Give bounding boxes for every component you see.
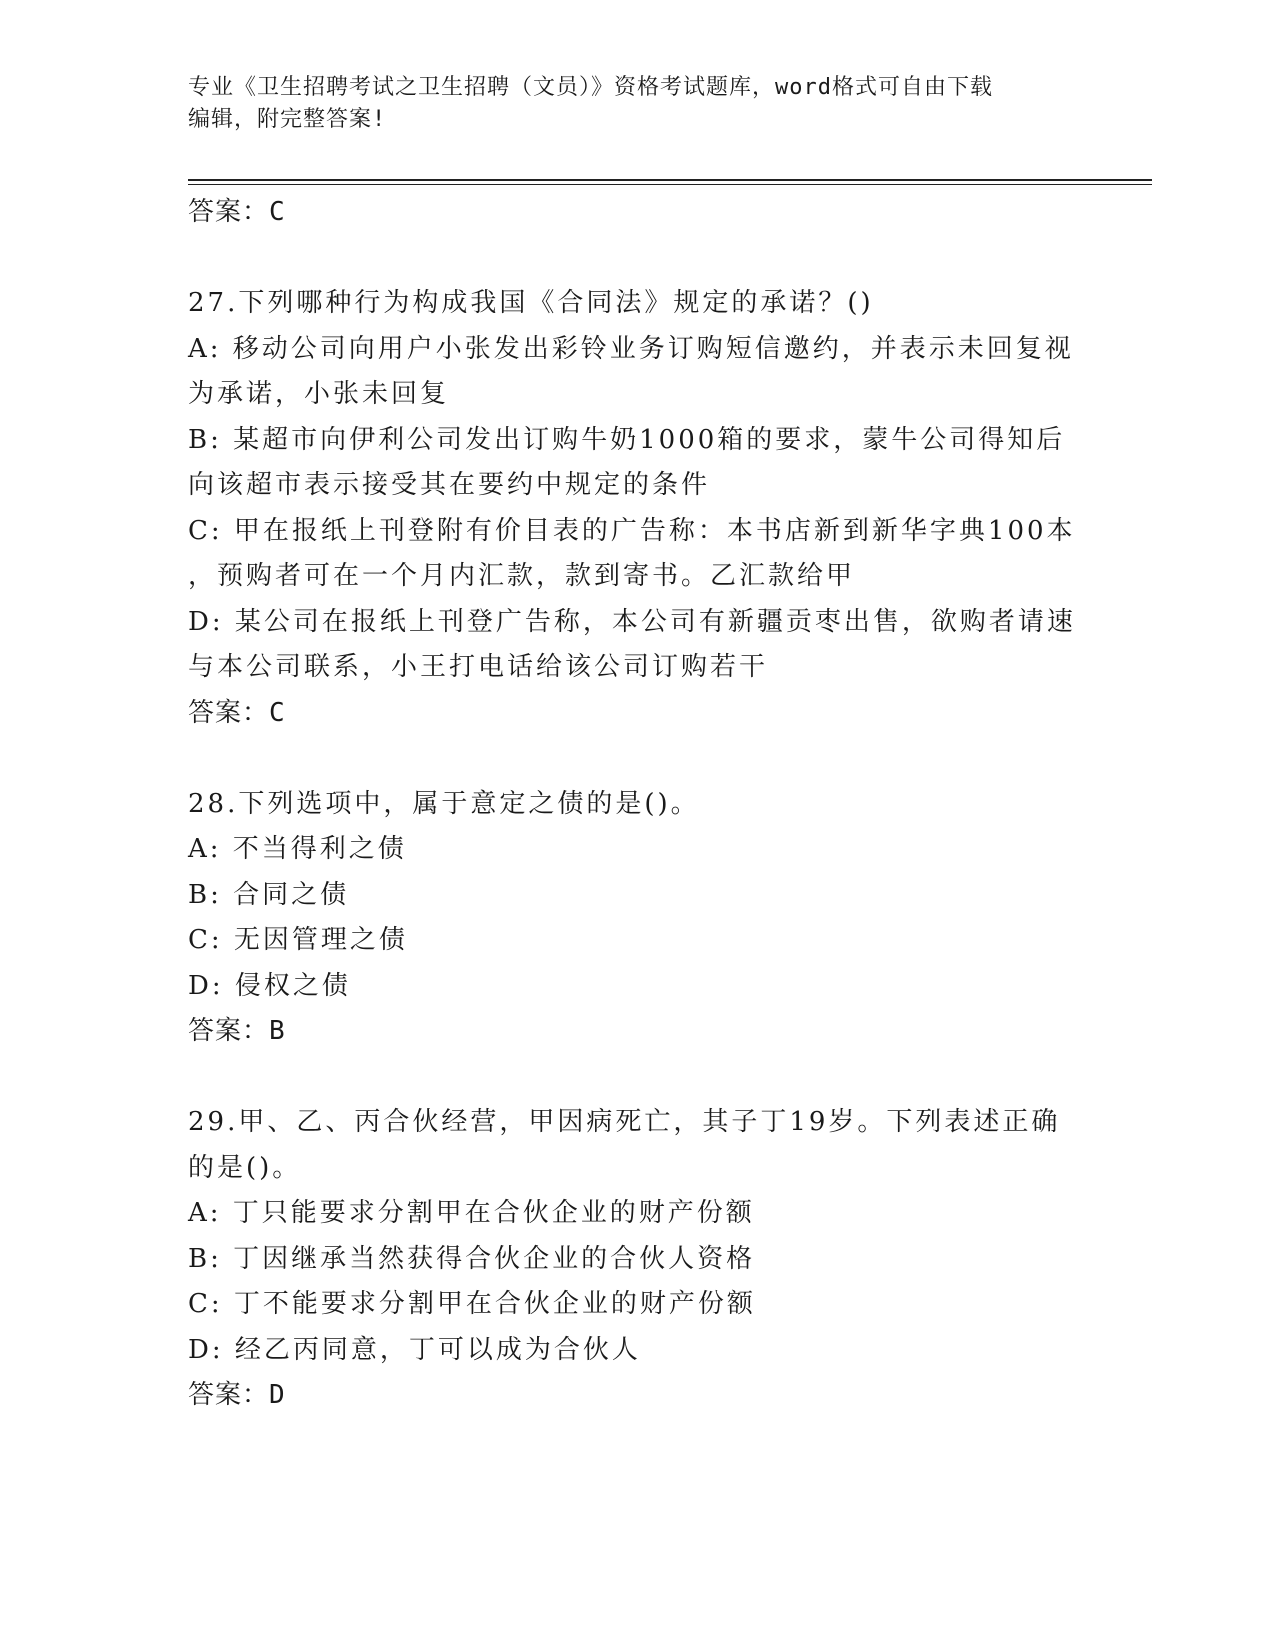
question-text: 28.下列选项中，属于意定之债的是()。 (188, 788, 700, 819)
answer: 答案：B (188, 1016, 286, 1046)
question-28 (188, 782, 1088, 1055)
answer-previous: 答案：C (188, 197, 286, 227)
question-29 (188, 1100, 1088, 1419)
question-27 (188, 281, 1088, 736)
header-line-1: 专业《卫生招聘考试之卫生招聘（文员）》资格考试题库，word格式可自由下载 (188, 75, 993, 100)
option-a: A: 不当得利之债 (188, 834, 407, 864)
option-d: D: 侵权之债 (188, 970, 351, 1001)
page-header (188, 72, 1068, 136)
option-d-cont: 与本公司联系，小王打电话给该公司订购若干 (188, 652, 769, 682)
option-b: B: 丁因继承当然获得合伙企业的合伙人资格 (188, 1243, 756, 1274)
option-b: B: 合同之债 (188, 879, 350, 910)
option-a: A: 丁只能要求分割甲在合伙企业的财产份额 (188, 1198, 755, 1228)
option-b-cont: 向该超市表示接受其在要约中规定的条件 (188, 470, 711, 500)
spacer (188, 736, 1088, 782)
document-body (188, 190, 1088, 1419)
answer: 答案：D (188, 1380, 286, 1410)
option-c: C: 甲在报纸上刊登附有价目表的广告称：本书店新到新华字典100本 (188, 515, 1076, 546)
option-c: C: 无因管理之债 (188, 925, 408, 955)
header-divider-thin (188, 184, 1152, 185)
header-divider-thick (188, 179, 1152, 181)
option-b: B: 某超市向伊利公司发出订购牛奶1000箱的要求，蒙牛公司得知后 (188, 424, 1066, 455)
question-text: 27.下列哪种行为构成我国《合同法》规定的承诺？() (188, 288, 874, 318)
option-d: D: 经乙丙同意，丁可以成为合伙人 (188, 1334, 641, 1365)
spacer (188, 1055, 1088, 1101)
header-line-2: 编辑，附完整答案! (188, 107, 387, 132)
question-text: 29.甲、乙、丙合伙经营，甲因病死亡，其子丁19岁。下列表述正确 (188, 1107, 1061, 1137)
option-a: A: 移动公司向用户小张发出彩铃业务订购短信邀约，并表示未回复视 (188, 333, 1074, 364)
spacer (188, 236, 1088, 282)
option-d: D: 某公司在报纸上刊登广告称，本公司有新疆贡枣出售，欲购者请速 (188, 606, 1076, 637)
option-c-cont: ，预购者可在一个月内汇款，款到寄书。乙汇款给甲 (188, 561, 856, 591)
question-text-cont: 的是()。 (188, 1152, 302, 1183)
option-a-cont: 为承诺，小张未回复 (188, 379, 450, 409)
answer: 答案：C (188, 697, 286, 728)
option-c: C: 丁不能要求分割甲在合伙企业的财产份额 (188, 1289, 756, 1319)
